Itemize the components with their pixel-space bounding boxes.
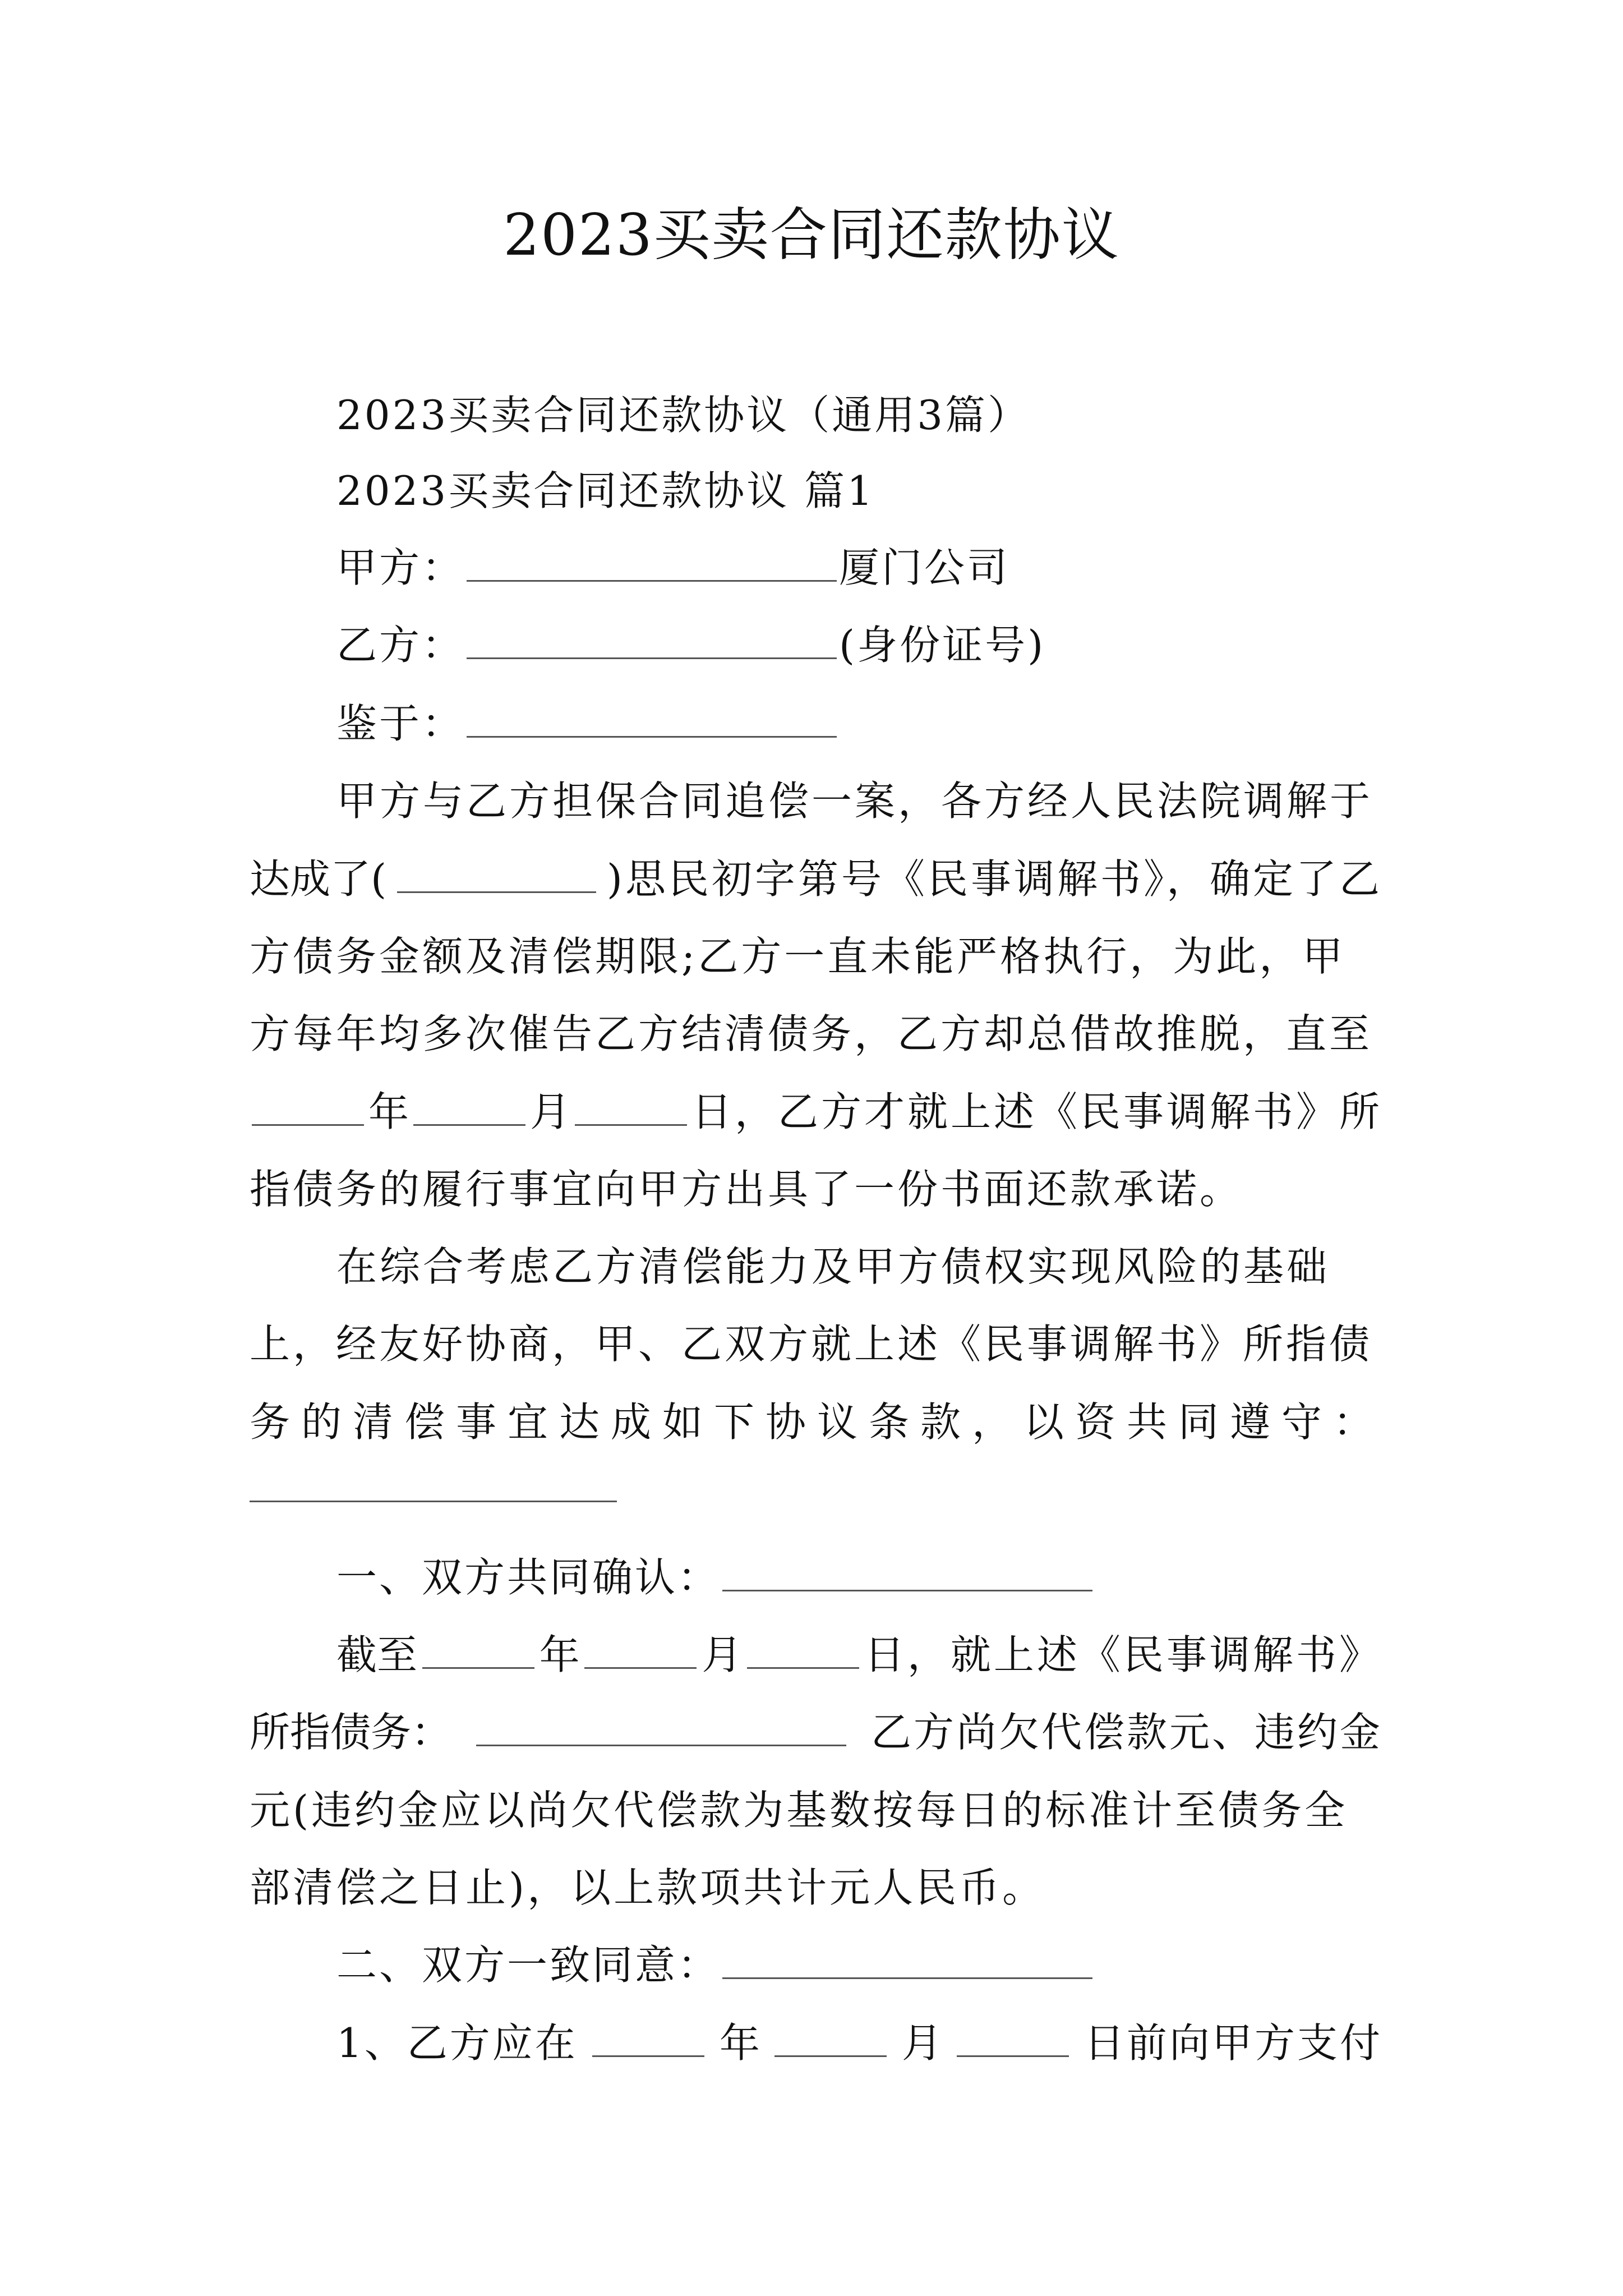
clause2-heading: 二、双方一致同意： — [336, 1941, 721, 1989]
clause2-year-label: 年 — [719, 2019, 760, 2067]
clause2-day-blank — [957, 2017, 1069, 2057]
clause1-month-blank — [584, 1629, 697, 1669]
para1-l2-end: )思民初字第号《民事调解书》，确定了乙 — [606, 855, 1382, 903]
clause2-item1-start: 1、乙方应在 — [336, 2019, 578, 2067]
clause1-year-blank — [422, 1629, 534, 1669]
party-b-blank — [467, 619, 837, 659]
para1-line2 — [250, 851, 1382, 907]
para1-line6: 指债务的履行事宜向甲方出具了一份书面还款承诺。 — [250, 1166, 1243, 1213]
whereas-blank — [467, 698, 837, 738]
clause2-year-blank — [592, 2017, 704, 2057]
party-b-label: 乙方： — [336, 622, 465, 669]
para2-line3: 务的清偿事宜达成如下协议条款，以资共同遵守： — [250, 1398, 1385, 1446]
section-heading: 2023买卖合同还款协议 篇1 — [336, 467, 875, 514]
party-a-suffix: 厦门公司 — [839, 544, 1010, 591]
para1-line1: 甲方与乙方担保合同追偿一案，各方经人民法院调解于 — [336, 777, 1373, 825]
clause1-debt-blank — [476, 1706, 846, 1746]
document-title: 2023买卖合同还款协议 — [503, 202, 1120, 269]
clause2-month-blank — [774, 2017, 887, 2057]
clause1-month-label: 月 — [702, 1631, 743, 1678]
para1-l5-rest: 日，乙方才就上述《民事调解书》所 — [691, 1088, 1382, 1135]
clause2-item1-line — [336, 2015, 1382, 2071]
party-a-blank — [467, 542, 837, 582]
clause2-month-label: 月 — [901, 2019, 942, 2067]
para2-line2: 上，经友好协商，甲、乙双方就上述《民事调解书》所指债 — [250, 1320, 1373, 1368]
para1-year-label: 年 — [368, 1088, 409, 1135]
para1-year-blank — [252, 1086, 364, 1126]
clause1-line2 — [250, 1704, 1382, 1760]
clause1-year-label: 年 — [539, 1631, 580, 1678]
clause1-line1 — [336, 1627, 1382, 1683]
whereas-line — [336, 696, 839, 752]
para1-month-blank — [413, 1086, 525, 1126]
clause1-l1-start: 截至 — [336, 1631, 418, 1678]
clause1-heading-blank — [722, 1552, 1092, 1591]
whereas-label: 鉴于： — [336, 700, 465, 747]
clause1-heading: 一、双方共同确认： — [336, 1554, 721, 1601]
para1-day-blank — [575, 1086, 687, 1126]
clause1-l2-start: 所指债务： — [250, 1709, 452, 1756]
clause1-line3: 元(违约金应以尚欠代偿款为基数按每日的标准计至债务全 — [250, 1787, 1348, 1834]
para2-line1: 在综合考虑乙方清偿能力及甲方债权实现风险的基础 — [336, 1243, 1330, 1290]
clause1-l1-rest: 日，就上述《民事调解书》 — [864, 1631, 1382, 1678]
para1-month-label: 月 — [529, 1088, 570, 1135]
para1-case-blank — [397, 853, 596, 893]
clause2-heading-blank — [722, 1939, 1092, 1979]
clause1-l2-end: 乙方尚欠代偿款元、违约金 — [870, 1709, 1382, 1756]
party-a-line — [336, 540, 1009, 596]
clause2-heading-line — [336, 1937, 1095, 1993]
para1-l2-start: 达成了( — [250, 855, 387, 903]
clause1-heading-line — [336, 1549, 1095, 1605]
para2-trailing-blank — [250, 1501, 617, 1502]
clause2-item1-rest: 日前向甲方支付 — [1083, 2019, 1382, 2067]
para1-line3: 方债务金额及清偿期限;乙方一直未能严格执行，为此，甲 — [250, 933, 1346, 980]
para1-line4: 方每年均多次催告乙方结清债务，乙方却总借故推脱，直至 — [250, 1010, 1373, 1057]
party-b-line — [336, 617, 1045, 673]
clause1-line4: 部清偿之日止)，以上款项共计元人民币。 — [250, 1864, 1046, 1911]
subtitle: 2023买卖合同还款协议（通用3篇） — [336, 392, 1031, 439]
party-b-suffix: (身份证号) — [839, 622, 1046, 669]
clause1-day-blank — [747, 1629, 859, 1669]
para1-line5 — [250, 1084, 1382, 1140]
party-a-label: 甲方： — [336, 544, 465, 591]
